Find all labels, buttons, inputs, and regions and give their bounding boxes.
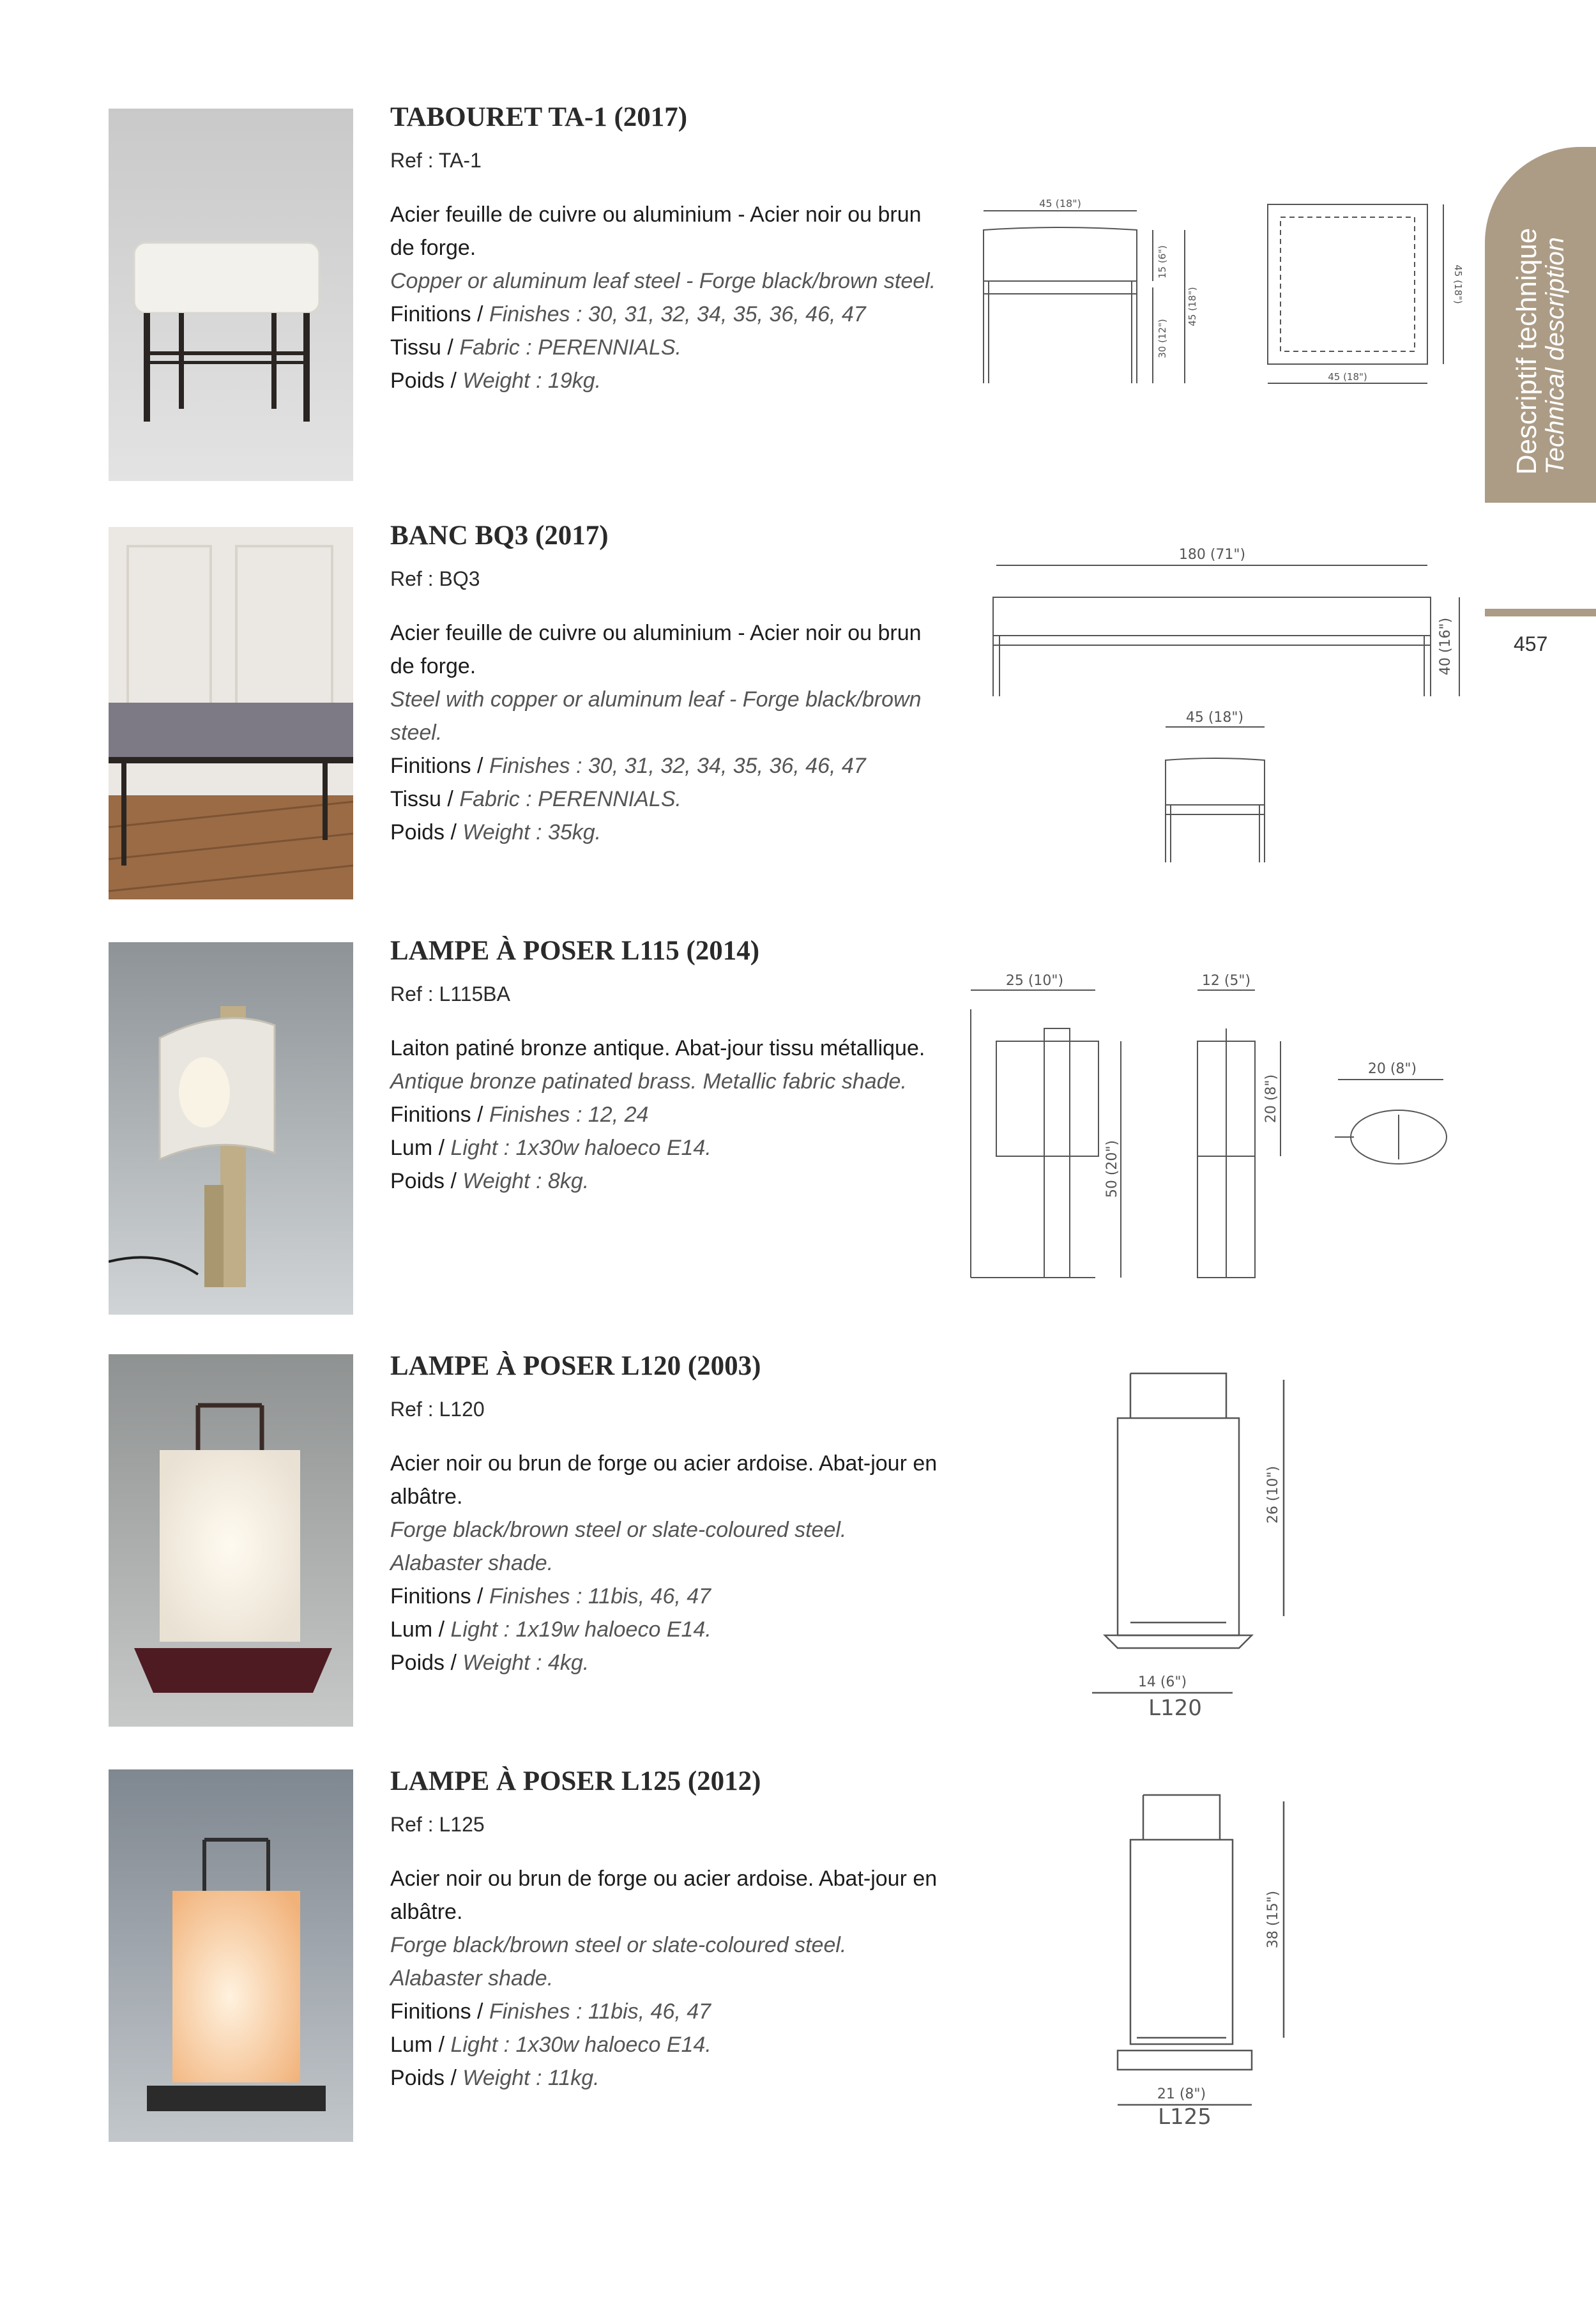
- finishes-label: Finitions /: [390, 754, 489, 779]
- weight-value: Weight : 19kg.: [462, 369, 602, 393]
- technical-drawing-l115: [958, 965, 1469, 1297]
- weight-value: Weight : 11kg.: [462, 2066, 600, 2091]
- product-title: LAMPE À POSER L125 (2012): [390, 1766, 761, 1796]
- finishes-label: Finitions /: [390, 1584, 489, 1609]
- light-value: Light : 1x19w haloeco E14.: [450, 1617, 711, 1642]
- finishes-value: Finishes : 30, 31, 32, 34, 35, 36, 46, 47: [489, 754, 866, 779]
- material-en: Copper or aluminum leaf steel - Forge black/brown steel.: [390, 269, 936, 294]
- finishes-value: Finishes : 30, 31, 32, 34, 35, 36, 46, 47: [489, 302, 866, 327]
- light-label: Lum /: [390, 1617, 451, 1642]
- fabric-line: [390, 331, 939, 364]
- finishes-value: Finishes : 11bis, 46, 47: [489, 1584, 711, 1609]
- dim-seat: 15 (6"): [1157, 245, 1168, 279]
- dim-depth: 12 (5"): [1201, 973, 1251, 989]
- finishes-label: Finitions /: [390, 1999, 489, 2024]
- dim-length: 180 (71"): [1178, 547, 1246, 563]
- weight-line: [390, 2061, 939, 2095]
- finishes-line: [390, 749, 939, 783]
- product-description: [390, 616, 939, 849]
- material-en: Steel with copper or aluminum leaf - Forge black/brown steel.: [390, 687, 922, 745]
- material-fr: Acier noir ou brun de forge ou acier ardoise. Abat-jour en albâtre.: [390, 1867, 938, 1925]
- light-value: Light : 1x30w haloeco E14.: [450, 2033, 711, 2058]
- light-value: Light : 1x30w haloeco E14.: [450, 1136, 711, 1161]
- section-title: Descriptif technique: [1511, 227, 1542, 475]
- dim-width: 25 (10"): [1005, 973, 1064, 989]
- technical-drawing-banc: [971, 537, 1475, 882]
- material-en: Antique bronze patinated brass. Metallic fabric shade.: [390, 1069, 907, 1094]
- finishes-value: Finishes : 12, 24: [489, 1103, 649, 1127]
- technical-drawing-tabouret: [971, 192, 1475, 402]
- product-ref: Ref : L125: [390, 1813, 485, 1837]
- weight-line: [390, 1646, 939, 1679]
- weight-label: Poids /: [390, 2066, 463, 2091]
- drawing-label: L120: [1148, 1695, 1202, 1721]
- dim-height: 38 (15"): [1265, 1890, 1281, 1949]
- finishes-value: Finishes : 11bis, 46, 47: [489, 1999, 711, 2024]
- weight-line: [390, 1165, 939, 1198]
- drawing-label: L125: [1158, 2104, 1212, 2130]
- dim-depth: 45 (18"): [1185, 710, 1244, 726]
- light-line: [390, 2028, 939, 2061]
- material-fr: Acier feuille de cuivre ou aluminium - Acier noir ou brun de forge.: [390, 202, 922, 261]
- weight-line: [390, 816, 939, 849]
- material-fr: Acier feuille de cuivre ou aluminium - Acier noir ou brun de forge.: [390, 621, 922, 679]
- weight-label: Poids /: [390, 369, 463, 393]
- light-line: [390, 1131, 939, 1165]
- finishes-label: Finitions /: [390, 1103, 489, 1127]
- technical-drawing-l125: [1079, 1782, 1335, 2140]
- product-title: TABOURET TA-1 (2017): [390, 102, 688, 132]
- dim-width: 14 (6"): [1137, 1674, 1187, 1690]
- fabric-line: [390, 783, 939, 816]
- product-description: [390, 1032, 939, 1198]
- weight-label: Poids /: [390, 1169, 463, 1194]
- weight-label: Poids /: [390, 1651, 463, 1676]
- technical-drawing-l120: [1079, 1367, 1335, 1725]
- page-number-bar: [1485, 609, 1596, 616]
- product-ref: Ref : L115BA: [390, 982, 510, 1006]
- light-line: [390, 1613, 939, 1646]
- fabric-label: Tissu /: [390, 787, 460, 812]
- material-en: Forge black/brown steel or slate-coloured steel. Alabaster shade.: [390, 1518, 847, 1576]
- light-label: Lum /: [390, 1136, 451, 1161]
- product-description: [390, 198, 939, 397]
- dim-leg: 30 (12"): [1157, 319, 1168, 358]
- weight-label: Poids /: [390, 820, 463, 845]
- product-description: [390, 1447, 939, 1679]
- product-photo-l120: [109, 1354, 353, 1727]
- dim-shade: 20 (8"): [1263, 1074, 1279, 1124]
- fabric-label: Tissu /: [390, 335, 460, 360]
- weight-value: Weight : 4kg.: [462, 1651, 589, 1676]
- dim-top-width: 45 (18"): [1328, 371, 1367, 383]
- product-ref: Ref : L120: [390, 1398, 485, 1421]
- dim-height: 26 (10"): [1265, 1465, 1281, 1524]
- product-photo-tabouret: [109, 109, 353, 481]
- dim-height: 45 (18"): [1187, 287, 1198, 326]
- page-number: 457: [1514, 632, 1548, 655]
- finishes-line: [390, 1995, 939, 2028]
- dim-shade-width: 20 (8"): [1367, 1061, 1417, 1077]
- product-block-l125: [390, 1766, 939, 2095]
- material-en: Forge black/brown steel or slate-coloured steel. Alabaster shade.: [390, 1933, 847, 1991]
- product-block-l115: [390, 936, 939, 1198]
- product-title: LAMPE À POSER L115 (2014): [390, 936, 760, 966]
- material-fr: Acier noir ou brun de forge ou acier ardoise. Abat-jour en albâtre.: [390, 1451, 938, 1509]
- weight-value: Weight : 8kg.: [462, 1169, 589, 1194]
- product-title: LAMPE À POSER L120 (2003): [390, 1351, 761, 1381]
- product-title: BANC BQ3 (2017): [390, 521, 609, 551]
- section-subtitle: Technical description: [1541, 237, 1569, 475]
- product-description: [390, 1862, 939, 2095]
- product-block-banc: [390, 521, 939, 849]
- fabric-value: Fabric : PERENNIALS.: [459, 335, 681, 360]
- dim-width: 45 (18"): [1039, 197, 1081, 210]
- dim-width: 21 (8"): [1157, 2086, 1206, 2102]
- product-ref: Ref : TA-1: [390, 149, 482, 172]
- light-label: Lum /: [390, 2033, 451, 2058]
- weight-line: [390, 364, 939, 397]
- product-block-tabouret: [390, 102, 939, 397]
- dim-height: 40 (16"): [1438, 617, 1454, 676]
- weight-value: Weight : 35kg.: [462, 820, 602, 845]
- product-ref: Ref : BQ3: [390, 567, 480, 591]
- section-tab-text: [1485, 147, 1596, 503]
- finishes-line: [390, 1580, 939, 1613]
- material-fr: Laiton patiné bronze antique. Abat-jour tissu métallique.: [390, 1036, 925, 1061]
- dim-top-depth: 45 (18"): [1452, 264, 1464, 304]
- finishes-label: Finitions /: [390, 302, 489, 327]
- dim-height: 50 (20"): [1104, 1140, 1120, 1198]
- product-photo-banc: [109, 527, 353, 899]
- fabric-value: Fabric : PERENNIALS.: [459, 787, 681, 812]
- product-photo-l115: [109, 942, 353, 1315]
- finishes-line: [390, 298, 939, 331]
- product-photo-l125: [109, 1769, 353, 2142]
- product-block-l120: [390, 1351, 939, 1679]
- finishes-line: [390, 1098, 939, 1131]
